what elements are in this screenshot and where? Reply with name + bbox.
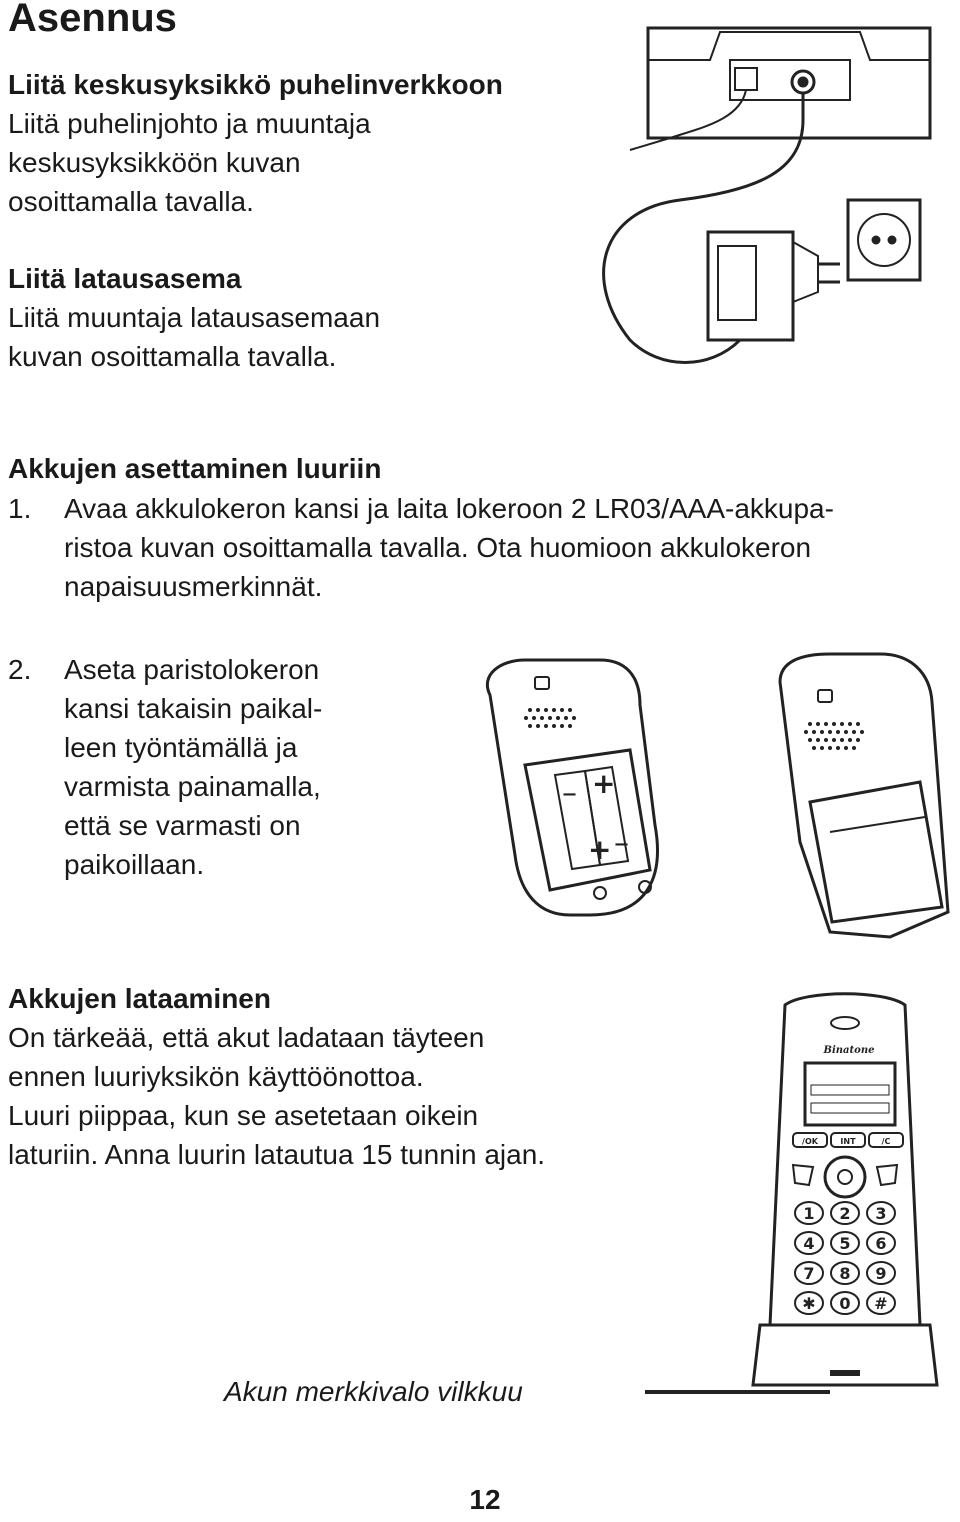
- keypad-key-label: 8: [839, 1264, 851, 1283]
- keypad-key-label: 5: [839, 1234, 851, 1253]
- battery-cover: [810, 782, 942, 922]
- keypad-key-label: 0: [839, 1294, 851, 1313]
- keypad-key-label: 3: [875, 1204, 887, 1223]
- page-title: Asennus: [8, 0, 177, 40]
- handset-in-charger-illustration: [745, 985, 945, 1415]
- svg-text:–: –: [562, 776, 577, 811]
- end-key: [877, 1165, 897, 1185]
- page-number: 12: [469, 1484, 501, 1515]
- text-line: leen työntämällä ja: [64, 732, 298, 763]
- caption-pointer-line: [645, 1390, 830, 1394]
- step-number: 1.: [8, 493, 32, 524]
- text-line: varmista painamalla,: [64, 771, 321, 802]
- heading-connect-base: Liitä keskusyksikkö puhelinverkkoon: [8, 69, 503, 100]
- handset-cover-illustration: [770, 652, 960, 942]
- text-line: kansi takaisin paikal-: [64, 693, 323, 724]
- talk-key: [793, 1165, 813, 1185]
- keypad: [795, 1202, 895, 1314]
- text-line: Liitä muuntaja latausasemaan: [8, 302, 381, 333]
- caption: Akun merkkivalo vilkkuu: [224, 1376, 523, 1407]
- text-line: On tärkeää, että akut ladataan täyteen: [8, 1022, 485, 1053]
- keypad-key-label: #: [874, 1294, 888, 1313]
- speaker-grille: [804, 722, 864, 750]
- power-adapter: [708, 232, 793, 340]
- base-unit-body: [648, 28, 930, 138]
- soft-key-ok-label: /OK: [802, 1137, 818, 1146]
- heading-batteries: Akkujen asettaminen luuriin: [8, 453, 382, 484]
- text-line: ristoa kuvan osoittamalla tavalla. Ota huomioon akkulokeron: [64, 532, 812, 563]
- text-line: keskusyksikköön kuvan: [8, 147, 301, 178]
- svg-text:–: –: [614, 826, 629, 861]
- brand-logo: Binatone: [823, 1045, 875, 1056]
- display-screen: [805, 1063, 895, 1125]
- keypad-key-label: 1: [803, 1204, 815, 1223]
- section-connect-charger: [8, 260, 380, 376]
- keypad-key-label: ✱: [802, 1294, 816, 1313]
- text-line: napaisuusmerkinnät.: [64, 571, 323, 602]
- battery-compartment-illustration: [480, 655, 680, 920]
- text-line: kuvan osoittamalla tavalla.: [8, 341, 337, 372]
- keypad-key-label: 6: [875, 1234, 887, 1253]
- keypad-key-label: 4: [803, 1234, 815, 1253]
- text-line: että se varmasti on: [64, 810, 301, 841]
- svg-text:+: +: [588, 833, 612, 866]
- step-number: 2.: [8, 654, 32, 685]
- text-line: Avaa akkulokeron kansi ja laita lokeroon 2 LR03/AAA-akkupa-: [64, 493, 834, 524]
- soft-key-int-label: INT: [840, 1137, 856, 1146]
- phone-jack-icon: [735, 68, 757, 90]
- keypad-key-label: 2: [839, 1204, 851, 1223]
- text-line: osoittamalla tavalla.: [8, 186, 254, 217]
- text-line: Liitä puhelinjohto ja muuntaja: [8, 108, 371, 139]
- soft-key-c-label: /C: [881, 1137, 891, 1146]
- section-charging: [8, 980, 545, 1174]
- base-unit-illustration: [590, 20, 950, 400]
- charge-indicator-led: [830, 1370, 860, 1376]
- text-line: Aseta paristolokeron: [64, 654, 320, 685]
- text-line: paikoillaan.: [64, 849, 205, 880]
- earpiece-icon: [831, 1017, 859, 1029]
- section-connect-base: [8, 66, 503, 221]
- power-cord: [604, 93, 803, 363]
- speaker-grille: [524, 708, 576, 728]
- nav-key: [825, 1157, 865, 1197]
- text-line: Luuri piippaa, kun se asetetaan oikein: [8, 1100, 479, 1131]
- heading-connect-charger: Liitä latausasema: [8, 263, 242, 294]
- text-line: ennen luuriyksikön käyttöönottoa.: [8, 1061, 424, 1092]
- keypad-key-label: 9: [875, 1264, 887, 1283]
- soft-keys: [793, 1133, 903, 1147]
- keypad-key-label: 7: [803, 1264, 815, 1283]
- text-line: laturiin. Anna luurin latautua 15 tunnin ajan.: [8, 1139, 546, 1170]
- svg-text:+: +: [592, 767, 616, 800]
- heading-charging: Akkujen lataaminen: [8, 983, 271, 1014]
